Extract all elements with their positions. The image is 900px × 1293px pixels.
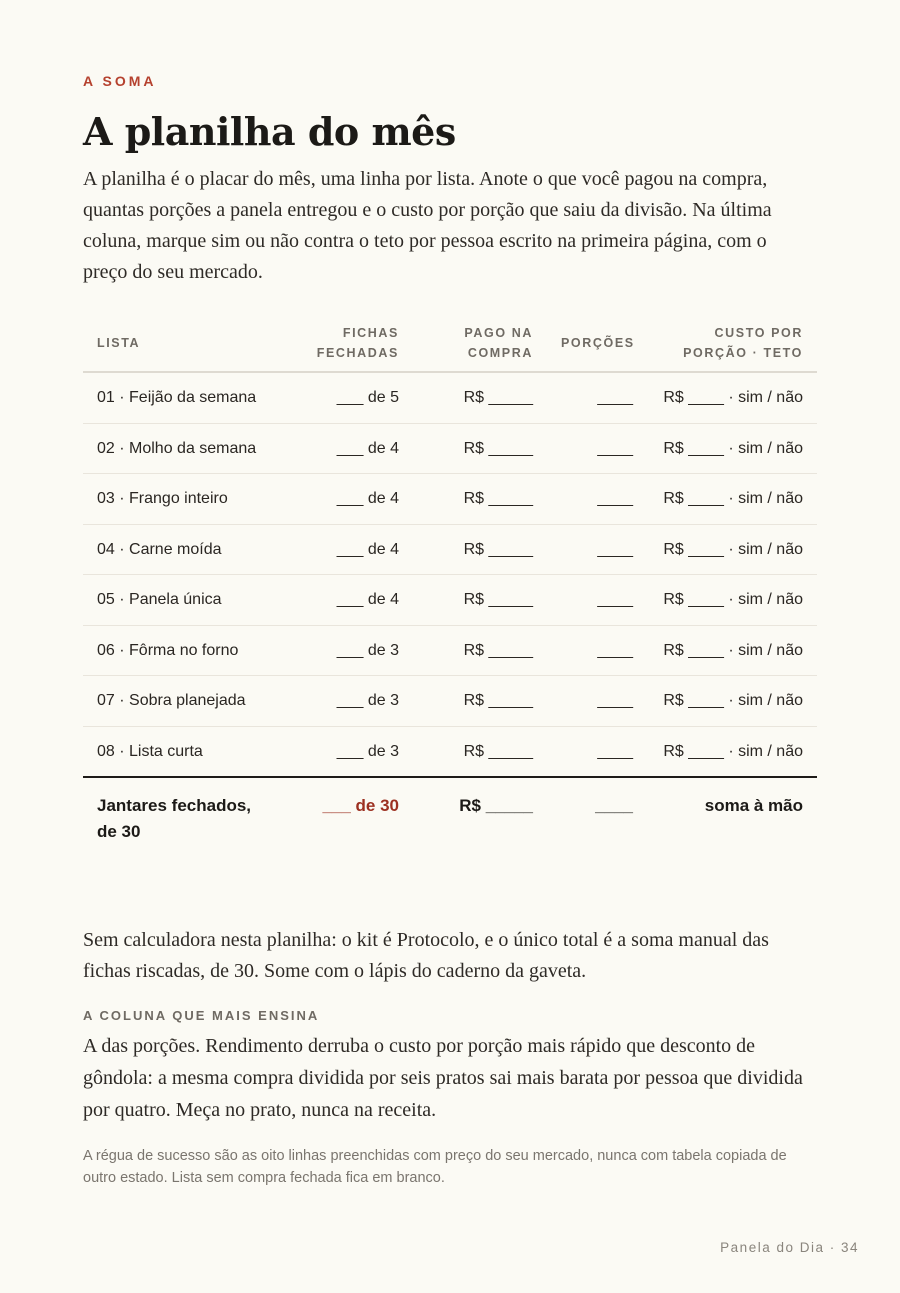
table-row [83,676,817,727]
table-row [83,524,817,575]
cell-pago: R$ _____ [413,423,547,474]
cell-porcoes: ____ [547,372,647,423]
cell-porcoes: ____ [547,575,647,626]
cell-lista: 05 · Panela única [83,575,273,626]
cell-porcoes: ____ [547,676,647,727]
cell-fichas: ___ de 5 [273,372,413,423]
footnote: A régua de sucesso são as oito linhas preenchidas com preço do seu mercado, nunca com tabela copiada de outro estado. Lista sem compra fechada fica em branco. [83,1148,787,1186]
cell-lista: 07 · Sobra planejada [83,676,273,727]
cell-fichas: ___ de 3 [273,625,413,676]
cell-pago: R$ _____ [413,474,547,525]
header-fichas: FICHAS FECHADAS [273,315,413,372]
cell-lista: 03 · Frango inteiro [83,474,273,525]
cell-porcoes: ____ [547,474,647,525]
table-row [83,575,817,626]
cell-custo: R$ ____ · sim / não [647,625,817,676]
table-row [83,726,817,777]
header-pago: PAGO NA COMPRA [413,315,547,372]
header-custo: CUSTO POR PORÇÃO · TETO [647,315,817,372]
cell-pago: R$ _____ [413,524,547,575]
cell-pago: R$ _____ [413,625,547,676]
cell-fichas: ___ de 4 [273,423,413,474]
cell-lista: 01 · Feijão da semana [83,372,273,423]
cell-lista: 02 · Molho da semana [83,423,273,474]
table-row [83,474,817,525]
total-custo: soma à mão [704,796,803,815]
cell-custo: R$ ____ · sim / não [647,474,817,525]
page-footer: Panela do Dia · 34 [720,1240,859,1255]
cell-custo: R$ ____ · sim / não [647,676,817,727]
table-row [83,423,817,474]
cell-custo: R$ ____ · sim / não [647,423,817,474]
cell-porcoes: ____ [547,726,647,777]
total-fichas: ___ de 30 [322,796,399,815]
cell-fichas: ___ de 4 [273,474,413,525]
cell-lista: 06 · Fôrma no forno [83,625,273,676]
cell-custo: R$ ____ · sim / não [647,575,817,626]
cell-lista: 08 · Lista curta [83,726,273,777]
after-table-paragraph: Sem calculadora nesta planilha: o kit é Protocolo, e o único total é a soma manual das fichas riscadas, de 30. Some com o lápis do caderno da gaveta. [83,929,769,982]
total-lista: Jantares fechados, de 30 [97,796,252,841]
section-eyebrow: A SOMA [83,73,157,89]
table-row [83,625,817,676]
portions-paragraph: A das porções. Rendimento derruba o custo por porção mais rápido que desconto de gôndola: a mesma compra dividida por seis pratos sai mais barata por pessoa que dividida por quatro. Meça no prato, nunca na receita. [83,1035,803,1121]
cell-fichas: ___ de 4 [273,524,413,575]
cell-porcoes: ____ [547,524,647,575]
intro-paragraph: A planilha é o placar do mês, uma linha por lista. Anote o que você pagou na compra, quantas porções a panela entregou e o custo por porção que saiu da divisão. Na última coluna, marque sim ou não contra o teto por pessoa escrito na primeira página, com o preço do seu mercado. [83,168,772,283]
page-title: A planilha do mês [83,109,456,154]
cell-custo: R$ ____ · sim / não [647,726,817,777]
cell-pago: R$ _____ [413,372,547,423]
table-row [83,372,817,423]
total-porcoes: ____ [595,796,633,815]
cell-porcoes: ____ [547,423,647,474]
cell-pago: R$ _____ [413,726,547,777]
monthly-spreadsheet [83,315,817,856]
header-porcoes: PORÇÕES [547,315,647,372]
cell-pago: R$ _____ [413,575,547,626]
table-header-row [83,315,817,372]
cell-custo: R$ ____ · sim / não [647,524,817,575]
cell-porcoes: ____ [547,625,647,676]
cell-fichas: ___ de 4 [273,575,413,626]
header-lista: LISTA [83,315,273,372]
table-total-row [83,777,817,856]
cell-fichas: ___ de 3 [273,676,413,727]
cell-pago: R$ _____ [413,676,547,727]
cell-fichas: ___ de 3 [273,726,413,777]
total-pago: R$ _____ [459,796,533,815]
cell-custo: R$ ____ · sim / não [647,372,817,423]
subsection-heading: A COLUNA QUE MAIS ENSINA [83,1008,320,1023]
cell-lista: 04 · Carne moída [83,524,273,575]
